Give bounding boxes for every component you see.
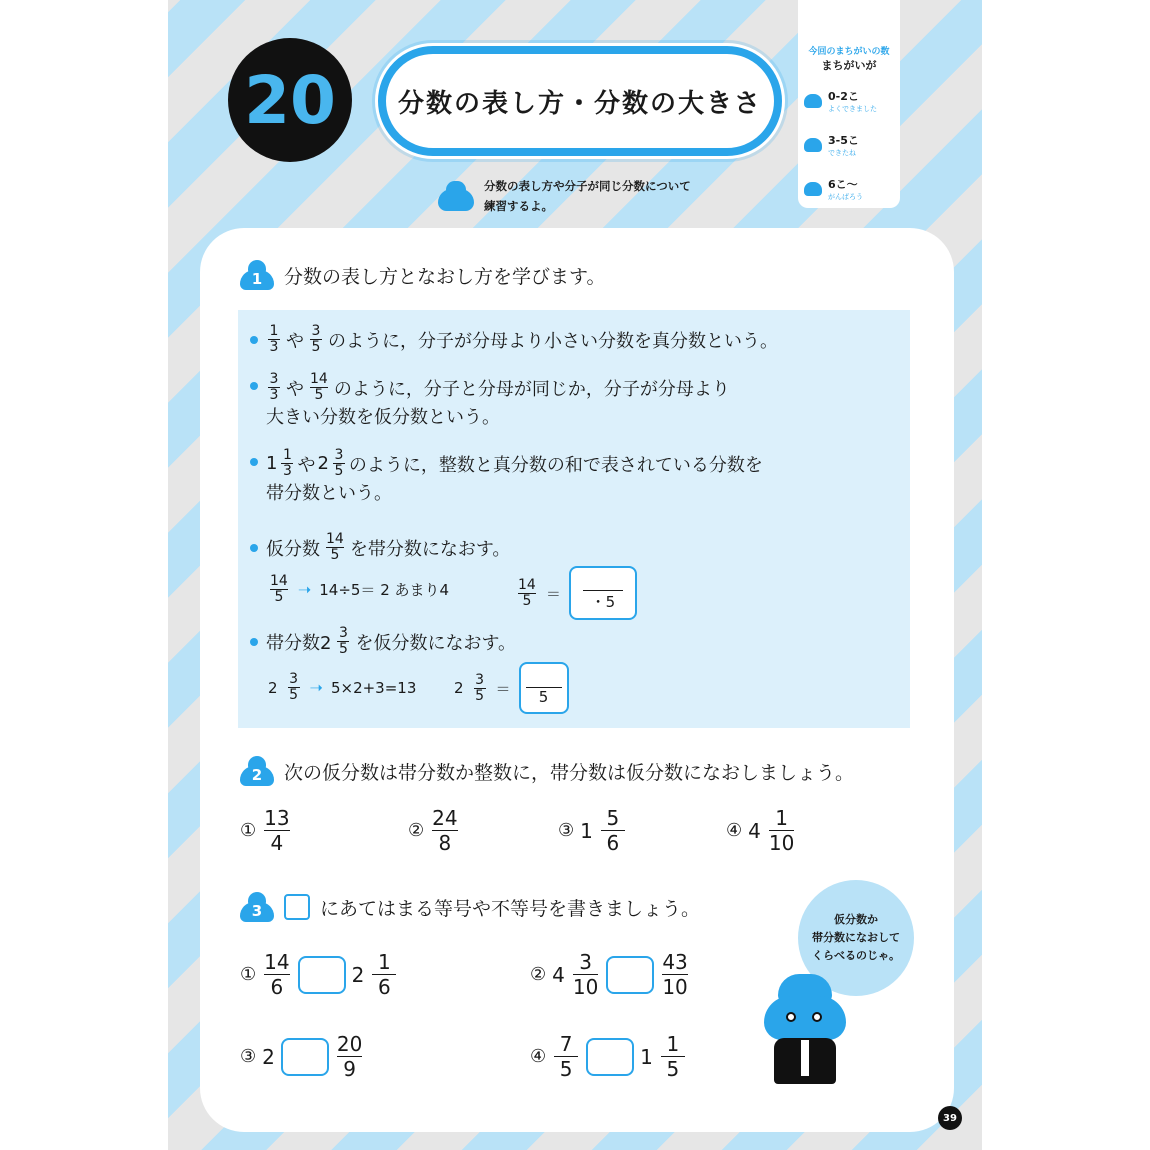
bullet-body (266, 448, 763, 505)
box-top (601, 574, 605, 590)
mascot-icon (804, 138, 822, 152)
answer-blank[interactable] (298, 956, 346, 994)
score-range: 0-2こ (828, 90, 859, 103)
problem-label: ① (240, 964, 257, 985)
connector-text: や (286, 330, 304, 352)
fraction: $\frac{14}{5}$ (270, 573, 288, 605)
connector-text: や (297, 454, 316, 476)
denominator: 5 (666, 1057, 680, 1081)
answer-box (519, 662, 569, 714)
fraction (264, 950, 289, 999)
problem-3-1 (240, 950, 398, 999)
bullet-text: のように，分子と分母が同じか，分子が分母より (333, 378, 730, 400)
box-top (541, 671, 545, 687)
section-number: 3 (251, 902, 263, 920)
problem-label: ① (240, 820, 257, 841)
fraction: $\frac{3}{3}$ (269, 371, 279, 403)
score-row (804, 123, 894, 167)
section-number-icon (240, 892, 274, 922)
numerator: 24 (432, 806, 458, 830)
problem-3-3 (240, 1032, 364, 1081)
bubble-line: 帯分数になおして (812, 931, 900, 944)
problem-label: ③ (558, 820, 575, 841)
score-range: 6こ～ (828, 178, 858, 191)
bullet-text: 仮分数 (266, 538, 320, 560)
section-heading-text: 次の仮分数は帯分数か整数に，帯分数は仮分数になおしましょう。 (284, 761, 855, 784)
section-2-heading (240, 756, 854, 786)
section-heading-text: 分数の表し方となおし方を学びます。 (284, 265, 606, 288)
section-1-heading (240, 260, 605, 290)
whole-number: 1 (640, 1044, 653, 1069)
intro (438, 176, 744, 216)
numerator: 20 (336, 1032, 363, 1056)
problem-label: ② (408, 820, 425, 841)
numerator: 5 (606, 806, 620, 830)
whole-number: 4 (748, 818, 761, 843)
problem-label: ④ (530, 1046, 547, 1067)
whole-number: 2 (351, 962, 365, 987)
answer-blank[interactable] (606, 956, 654, 994)
score-card-title: まちがいが (821, 59, 877, 72)
answer-box (569, 566, 637, 620)
fraction (601, 806, 625, 855)
bullet-text: を帯分数になおす。 (349, 538, 511, 560)
bullet-text: を仮分数になおす。 (355, 632, 517, 654)
bullet-improper-to-mixed (250, 532, 510, 563)
fraction: $\frac{14}{5}$ (326, 531, 344, 563)
bullet-improper-fraction (250, 372, 730, 429)
equals-sign: ＝ (545, 584, 561, 603)
bullet-dot (250, 544, 258, 552)
score-row (804, 79, 894, 123)
answer-blank[interactable] (281, 1038, 329, 1076)
score-card (798, 0, 900, 208)
bullet-dot (250, 336, 258, 344)
answer-blank[interactable] (586, 1038, 634, 1076)
calc-result-1 (516, 566, 637, 620)
fraction (372, 950, 396, 999)
equals-sign: ＝ (495, 679, 511, 698)
fraction (264, 806, 289, 855)
bullet-text: のように，分子が分母より小さい分数を真分数という。 (328, 330, 778, 352)
section-heading-text: にあてはまる等号や不等号を書きましょう。 (320, 897, 701, 920)
numerator: 7 (559, 1032, 573, 1056)
denominator: 4 (270, 831, 284, 855)
denominator: 6 (377, 975, 391, 999)
section-number: 1 (251, 270, 263, 288)
fraction: $\frac{1}{3}$ (269, 323, 279, 355)
bullet-dot (250, 638, 258, 646)
intro-line-2: 練習するよ。 (484, 199, 553, 213)
unit-number: 20 (244, 61, 336, 139)
numerator: 43 (662, 950, 688, 974)
mascot-character (760, 970, 850, 1090)
section-3-heading (240, 892, 700, 922)
numerator: 1 (377, 950, 391, 974)
mascot-icon (804, 94, 822, 108)
whole-number: 2 (262, 1044, 275, 1069)
page-number: 39 (938, 1106, 962, 1130)
fraction: $\frac{1}{3}$ (282, 447, 292, 479)
bullet-body (266, 372, 730, 429)
intro-text (484, 176, 744, 216)
bullet-mixed-to-improper (250, 626, 516, 657)
box-bottom: ・5 (590, 593, 616, 611)
fraction: $\frac{3}{5}$ (475, 671, 484, 704)
fraction: $\frac{3}{5}$ (311, 323, 321, 355)
blank-box-icon (284, 894, 310, 920)
calc-example-2: 2 $\frac{3}{5}$ ➝ 5×2+3=13 (268, 671, 417, 703)
score-note: できたね (828, 149, 856, 157)
score-card-subtitle: 今回のまちがいの数 (808, 47, 890, 57)
arrow-right-icon: ➝ (297, 580, 312, 599)
numerator: 14 (264, 950, 290, 974)
denominator: 5 (559, 1057, 573, 1081)
mascot-icon (804, 182, 822, 196)
bullet-dot (250, 458, 258, 466)
bullet-text: のように，整数と真分数の和で表されている分数を (348, 454, 763, 476)
fraction: $\frac{3}{5}$ (334, 447, 344, 479)
fraction: $\frac{14}{5}$ (310, 371, 328, 403)
numerator: 13 (264, 806, 290, 830)
problem-2-3 (558, 806, 627, 855)
page-title: 分数の表し方・分数の大きさ (378, 46, 782, 156)
denominator: 10 (572, 975, 599, 999)
fraction (769, 806, 794, 855)
problem-label: ④ (726, 820, 743, 841)
section-number-icon (240, 260, 274, 290)
fraction (573, 950, 598, 999)
bullet-line (266, 372, 730, 403)
fraction (432, 806, 457, 855)
whole-number: 1 (580, 818, 593, 843)
section-number-icon (240, 756, 274, 786)
problem-2-2 (408, 806, 460, 855)
denominator: 8 (438, 831, 452, 855)
denominator: 6 (606, 831, 620, 855)
fraction: $\frac{3}{5}$ (338, 625, 348, 657)
fraction (337, 1032, 362, 1081)
bullet-dot (250, 382, 258, 390)
section-number: 2 (251, 766, 263, 784)
bullet-text-line-2: 大きい分数を仮分数という。 (266, 407, 500, 428)
fraction (554, 1032, 578, 1081)
denominator: 10 (768, 831, 795, 855)
score-note: がんばろう (828, 193, 863, 201)
bullet-text: 帯分数2 (266, 632, 332, 654)
box-bottom: 5 (538, 687, 549, 706)
intro-line-1: 分数の表し方や分子が同じ分数について (484, 179, 691, 193)
problem-2-4 (726, 806, 796, 855)
mascot-icon (438, 181, 474, 211)
whole-number: 4 (552, 962, 565, 987)
bullet-proper-fraction (250, 324, 778, 355)
denominator: 9 (343, 1057, 356, 1081)
workbook-page (168, 0, 982, 1150)
fraction (662, 950, 687, 999)
problem-2-1 (240, 806, 292, 855)
calc-text: 5×2+3=13 (330, 678, 417, 697)
arrow-right-icon: ➝ (309, 678, 323, 697)
denominator: 10 (662, 975, 688, 999)
fraction: $\frac{14}{5}$ (518, 576, 536, 609)
numerator: 3 (579, 950, 592, 974)
fraction: $\frac{3}{5}$ (289, 671, 298, 703)
explanation-box (238, 310, 910, 728)
calc-example-1 (268, 574, 449, 605)
score-range: 3-5こ (828, 134, 859, 147)
problem-label: ③ (240, 1046, 257, 1067)
denominator: 6 (270, 975, 284, 999)
bullet-mixed-number (250, 448, 763, 505)
fraction (661, 1032, 685, 1081)
problem-3-2 (530, 950, 690, 999)
calc-text: 14÷5＝ 2 あまり4 (319, 581, 450, 599)
unit-number-badge (228, 38, 352, 162)
calc-result-2: 2 $\frac{3}{5}$ ＝ 5 (454, 662, 569, 714)
problem-3-4 (530, 1032, 687, 1081)
numerator: 1 (775, 806, 788, 830)
bullet-text-line-2: 帯分数という。 (266, 483, 392, 504)
problem-label: ② (530, 964, 547, 985)
score-row (804, 167, 894, 211)
bubble-line: くらべるのじゃ。 (812, 949, 900, 962)
numerator: 1 (666, 1032, 680, 1056)
score-note: よくできました (828, 105, 877, 113)
connector-text: や (286, 378, 304, 400)
bubble-line: 仮分数か (834, 913, 878, 926)
bullet-line: 1 $\frac{1}{3}$ や 2 $\frac{3}{5}$ のように，整数と真分数の和で表されている分数を (266, 447, 763, 479)
